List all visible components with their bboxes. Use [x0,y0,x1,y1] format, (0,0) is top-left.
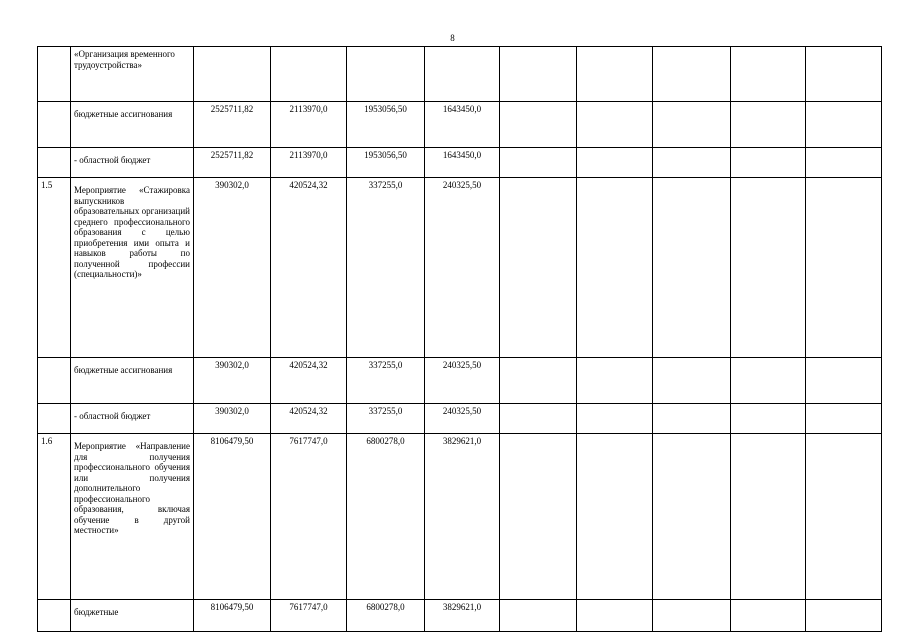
row-index-cell [38,47,71,102]
empty-cell [577,178,653,358]
empty-cell [806,358,882,404]
empty-cell [500,358,577,404]
value-cell [194,47,271,102]
empty-cell [731,47,806,102]
table-row [38,600,882,632]
value-cell [271,47,347,102]
empty-cell [653,600,731,632]
table-row [38,404,882,434]
table-row [38,102,882,148]
value-cell: 337255,0 [347,178,425,358]
empty-cell [500,148,577,178]
value-cell: 3829621,0 [425,600,500,632]
value-cell: 1953056,50 [347,102,425,148]
table-row [38,358,882,404]
empty-cell [731,404,806,434]
row-index-cell [38,358,71,404]
value-cell: 1953056,50 [347,148,425,178]
value-cell: 2113970,0 [271,102,347,148]
value-cell: 7617747,0 [271,434,347,600]
row-description-cell: Мероприятие «Стажировка выпускников образовательных организаций среднего профессионального образования с целью приобретения ими опыта и навыков работы по полученной профессии (специальности)» [71,178,194,358]
value-cell: 240325,50 [425,178,500,358]
value-cell: 390302,0 [194,358,271,404]
value-cell: 6800278,0 [347,600,425,632]
empty-cell [731,178,806,358]
empty-cell [731,600,806,632]
empty-cell [806,148,882,178]
empty-cell [731,434,806,600]
row-description-cell: «Организация временного трудоустройства» [71,47,194,102]
empty-cell [577,47,653,102]
value-cell: 7617747,0 [271,600,347,632]
empty-cell [731,358,806,404]
empty-cell [653,102,731,148]
row-description-cell: бюджетные ассигнования [71,358,194,404]
empty-cell [500,600,577,632]
empty-cell [653,358,731,404]
row-index-cell: 1.6 [38,434,71,600]
empty-cell [577,102,653,148]
value-cell: 390302,0 [194,178,271,358]
empty-cell [653,47,731,102]
row-index-cell: 1.5 [38,178,71,358]
empty-cell [500,178,577,358]
empty-cell [806,102,882,148]
value-cell: 420524,32 [271,358,347,404]
empty-cell [653,404,731,434]
empty-cell [653,148,731,178]
row-index-cell [38,148,71,178]
value-cell: 390302,0 [194,404,271,434]
table-row [38,148,882,178]
value-cell: 3829621,0 [425,434,500,600]
value-cell: 337255,0 [347,404,425,434]
row-description-cell: Мероприятие «Направление для получения профессионального обучения или получения дополнительного профессионального образования, включая обучение в другой местности» [71,434,194,600]
table-row [38,178,882,358]
budget-table [37,46,882,632]
value-cell: 8106479,50 [194,600,271,632]
value-cell: 6800278,0 [347,434,425,600]
empty-cell [577,404,653,434]
value-cell: 240325,50 [425,404,500,434]
empty-cell [806,178,882,358]
value-cell: 2113970,0 [271,148,347,178]
row-index-cell [38,600,71,632]
value-cell: 8106479,50 [194,434,271,600]
empty-cell [653,434,731,600]
empty-cell [653,178,731,358]
empty-cell [806,404,882,434]
table-row [38,47,882,102]
empty-cell [500,434,577,600]
empty-cell [806,600,882,632]
row-description-cell: бюджетные [71,600,194,632]
value-cell: 337255,0 [347,358,425,404]
empty-cell [806,47,882,102]
value-cell: 1643450,0 [425,102,500,148]
row-description-cell: - областной бюджет [71,404,194,434]
empty-cell [577,148,653,178]
value-cell [347,47,425,102]
empty-cell [577,600,653,632]
value-cell: 2525711,82 [194,102,271,148]
value-cell: 2525711,82 [194,148,271,178]
row-description-cell: - областной бюджет [71,148,194,178]
empty-cell [731,148,806,178]
table-row [38,434,882,600]
value-cell: 240325,50 [425,358,500,404]
value-cell: 420524,32 [271,178,347,358]
empty-cell [577,358,653,404]
empty-cell [500,102,577,148]
empty-cell [731,102,806,148]
empty-cell [500,404,577,434]
value-cell: 420524,32 [271,404,347,434]
row-description-cell: бюджетные ассигнования [71,102,194,148]
row-index-cell [38,404,71,434]
value-cell: 1643450,0 [425,148,500,178]
page-number: 8 [450,33,455,43]
value-cell [425,47,500,102]
empty-cell [806,434,882,600]
empty-cell [500,47,577,102]
empty-cell [577,434,653,600]
row-index-cell [38,102,71,148]
